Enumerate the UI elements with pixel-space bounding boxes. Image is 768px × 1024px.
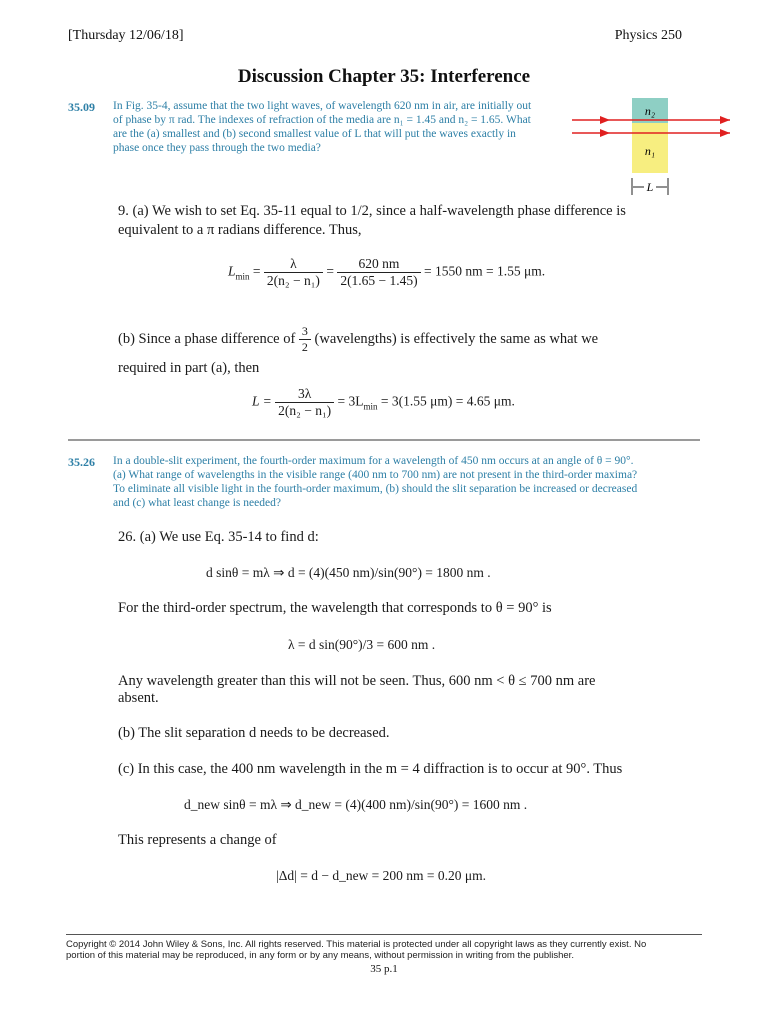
ray-arrow bbox=[600, 129, 610, 137]
label-length: L bbox=[646, 180, 654, 194]
ray-arrow bbox=[600, 116, 610, 124]
solution-change: This represents a change of bbox=[118, 832, 277, 848]
problem-line: and (c) what least change is needed? bbox=[113, 497, 281, 509]
solution-9a-line1: 9. (a) We wish to set Eq. 35-11 equal to 1/2, since a half-wavelength phase difference is bbox=[118, 203, 626, 219]
problem-text-35-26 bbox=[113, 454, 713, 510]
problem-line: are the (a) smallest and (b) second smallest value of L that will put the waves exactly in bbox=[113, 128, 516, 140]
equation-lambda: λ = d sin(90°)/3 = 600 nm . bbox=[288, 637, 436, 652]
equation-d: d sinθ = mλ ⇒ d = (4)(450 nm)/sin(90°) = 1800 nm . bbox=[206, 565, 491, 580]
media-figure bbox=[570, 95, 740, 205]
equation-lmin: $L_{min}$ = $\frac{\lambda}{\text{2(n₂ − n₁)}}$ = $\frac{620 nm}{2(1.65 - 1.45)}$ = 1550 nm = 1.55 μm. bbox=[228, 256, 546, 288]
footer-rule bbox=[66, 934, 702, 935]
solution-26a: 26. (a) We use Eq. 35-14 to find d: bbox=[118, 529, 319, 545]
equation-dnew: d_new sinθ = mλ ⇒ d_new = (4)(400 nm)/sin(90°) = 1600 nm . bbox=[184, 797, 528, 812]
problem-line: of phase by π rad. The indexes of refraction of the media are n₁ = 1.45 and n₂ = 1.65. What bbox=[113, 114, 531, 126]
problem-number-35-09: 35.09 bbox=[68, 100, 95, 114]
solution-9a-line2: equivalent to a π radians difference. Thus, bbox=[118, 222, 362, 238]
course-header: Physics 250 bbox=[614, 28, 682, 43]
equation-l: L = $\frac{3\lambda}{\text{2(n₂ − n₁)}}$ = $3L_{min} = 3(1.55$ μm) = 4.65 μm. bbox=[252, 386, 515, 418]
section-divider bbox=[68, 439, 700, 441]
problem-line: To eliminate all visible light in the fourth-order maximum, (b) should the slit separation be increased or decreased bbox=[113, 483, 638, 495]
label-n2: n₂ bbox=[644, 104, 656, 118]
solution-26c: (c) In this case, the 400 nm wavelength in the m = 4 diffraction is to occur at 90°. Thus bbox=[118, 761, 623, 777]
solution-absent-line1: Any wavelength greater than this will not be seen. Thus, 600 nm < θ ≤ 700 nm are bbox=[118, 673, 596, 689]
solution-9b-line2: required in part (a), then bbox=[118, 360, 260, 376]
copyright-notice: Copyright © 2014 John Wiley & Sons, Inc. All rights reserved. This material is protected under all copyright laws as they currently exist. No portion of this material may be reproduced, in any form or by any means, without permission in writing from the publisher. bbox=[66, 939, 647, 961]
ray-arrow bbox=[720, 129, 730, 137]
page-number: 35 p.1 bbox=[370, 963, 398, 975]
equation-delta-d: |Δd| = d − d_new = 200 nm = 0.20 μm. bbox=[276, 868, 487, 883]
date-header: [Thursday 12/06/18] bbox=[68, 28, 184, 43]
solution-absent-line2: absent. bbox=[118, 690, 159, 706]
ray-arrow bbox=[720, 116, 730, 124]
label-n1: n₁ bbox=[644, 144, 656, 158]
problem-number-35-26: 35.26 bbox=[68, 455, 95, 469]
solution-26b: (b) The slit separation d needs to be decreased. bbox=[118, 725, 390, 741]
solution-third-order: For the third-order spectrum, the wavelength that corresponds to θ = 90° is bbox=[118, 600, 552, 616]
problem-line: In Fig. 35-4, assume that the two light waves, of wavelength 620 nm in air, are initially out bbox=[113, 100, 532, 112]
problem-text-35-09 bbox=[113, 99, 583, 155]
problem-line: In a double-slit experiment, the fourth-order maximum for a wavelength of 450 nm occurs at an angle of θ = 90°. bbox=[113, 455, 634, 467]
solution-9b-line1: (b) Since a phase difference of $\frac{3}{2}$ (wavelengths) is effectively the same as what we bbox=[118, 324, 599, 354]
problem-line: (a) What range of wavelengths in the visible range (400 nm to 700 nm) are not present in the third-order maxima? bbox=[113, 469, 638, 481]
page-title: Discussion Chapter 35: Interference bbox=[237, 66, 531, 87]
problem-line: phase once they pass through the two media? bbox=[113, 142, 321, 154]
